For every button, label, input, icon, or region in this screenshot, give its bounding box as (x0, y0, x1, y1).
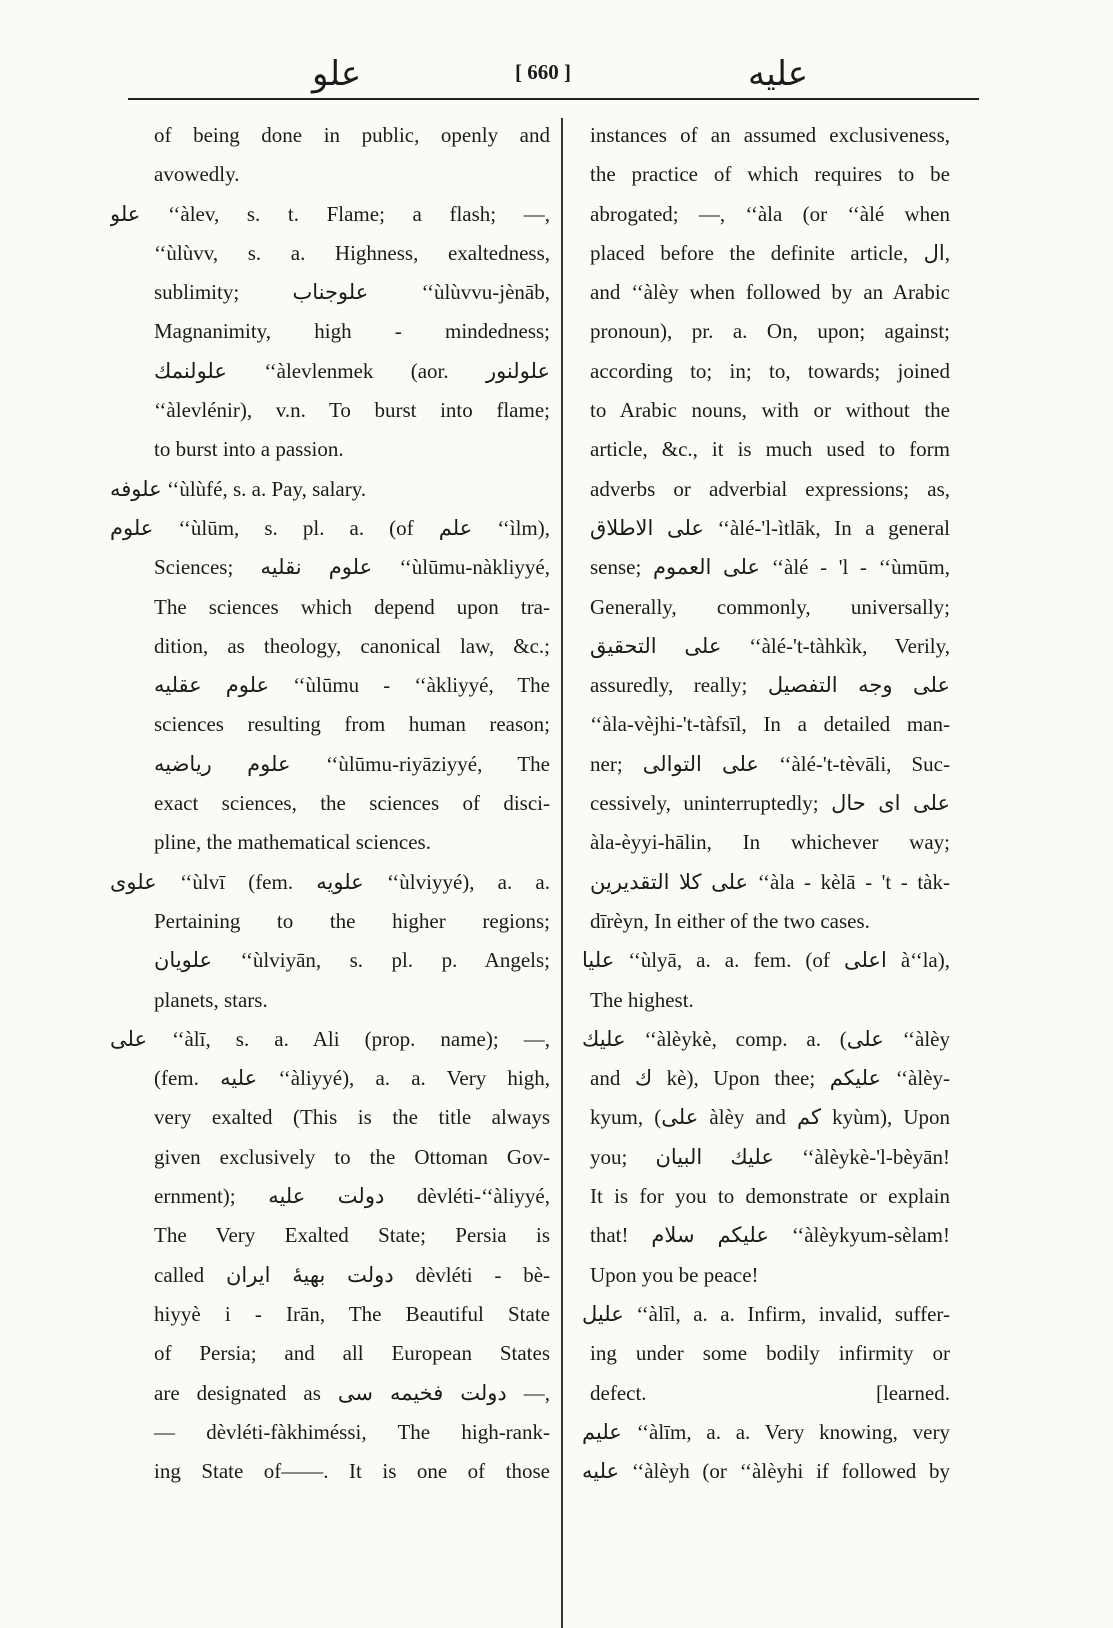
text-line: to Arabic nouns, with or without the (590, 398, 950, 423)
text-line: abrogated; —, ‘‘àla (or ‘‘àlé when (590, 201, 950, 226)
text-line: exact sciences, the sciences of disci- (154, 791, 550, 816)
text-line: according to; in; to, towards; joined (590, 358, 950, 383)
text-line: It is for you to demonstrate or explain (590, 1184, 950, 1209)
text-line: to burst into a passion. (154, 437, 344, 462)
text-line: علی کلا التقدیرین ‘‘àla - kèlā - 't - tàk- (590, 869, 950, 894)
text-line: adverbs or adverbial expressions; as, (590, 476, 950, 501)
text-line: علی الاطلاق ‘‘àlé-'l-ìtlāk, In a general (590, 515, 950, 540)
text-line: علوفه ‘‘ùlùfé, s. a. Pay, salary. (110, 476, 367, 501)
text-line: of being done in public, openly and (154, 123, 550, 147)
text-line: given exclusively to the Ottoman Gov- (154, 1144, 550, 1169)
text-line: very exalted (This is the title always (154, 1105, 550, 1130)
page-number: [ 660 ] (515, 60, 571, 84)
header-right-word: علیه (748, 54, 809, 94)
text-line: dition, as theology, canonical law, &c.; (154, 633, 550, 658)
text-line: assuredly, really; علی وجه التفصیل (590, 673, 950, 698)
text-line: — dèvléti-fàkhiméssi, The high-rank- (154, 1419, 550, 1444)
text-line: علوم عقلیه ‘‘ùlūmu - ‘‘àkliyyé, The (154, 673, 550, 698)
header-left-word: علو (312, 54, 362, 94)
text-line: علیه ‘‘àlèyh (or ‘‘àlèyhi if followed by (582, 1459, 950, 1484)
text-line: ing under some bodily infirmity or (590, 1341, 950, 1366)
text-line: علیم ‘‘àlīm, a. a. Very knowing, very (582, 1419, 950, 1444)
text-line: àla-èyyi-hālin, In whichever way; (590, 830, 950, 855)
column-divider (561, 118, 563, 1628)
text-line: علوم ‘‘ùlūm, s. pl. a. (of علم ‘‘ìlm), (110, 515, 550, 540)
text-line: ernment); دولت علیه dèvléti-‘‘àliyyé, (154, 1184, 550, 1209)
text-line: sciences resulting from human reason; (154, 712, 550, 737)
text-line: the practice of which requires to be (590, 162, 950, 187)
header-rule (128, 98, 979, 100)
text-line: sublimity; علوجناب ‘‘ùlùvvu-jènāb, (154, 280, 550, 305)
text-line: sense; علی العموم ‘‘àlé - 'l - ‘‘ùmūm, (590, 555, 950, 580)
text-line: avowedly. (154, 162, 240, 187)
text-line: علیل ‘‘àlīl, a. a. Infirm, invalid, suffer- (582, 1301, 950, 1326)
page-header (0, 48, 1113, 98)
text-line: ing State of——. It is one of those (154, 1459, 550, 1484)
text-line: and ‘‘àlèy when followed by an Arabic (590, 280, 950, 305)
text-line: Upon you be peace! (590, 1262, 759, 1287)
text-line: علیا ‘‘ùlyā, a. a. fem. (of اعلی à‘‘la), (582, 948, 950, 973)
text-line: called دولت بهیهٔ ایران dèvléti - bè- (154, 1262, 550, 1287)
text-line: علیك ‘‘àlèykè, comp. a. (علی ‘‘àlèy (582, 1026, 950, 1051)
text-line: planets, stars. (154, 987, 268, 1012)
text-line: Sciences; علوم نقلیه ‘‘ùlūmu-nàkliyyé, (154, 555, 550, 580)
text-line: article, &c., it is much used to form (590, 437, 950, 462)
text-line: hiyyè i - Irān, The Beautiful State (154, 1301, 550, 1326)
text-line: are designated as دولت فخیمه سی —, (154, 1380, 550, 1405)
text-line: علی التحقیق ‘‘àlé-'t-tàhkìk, Verily, (590, 633, 950, 658)
text-line: ner; علی التوالی ‘‘àlé-'t-tèvāli, Suc- (590, 751, 950, 776)
left-column (110, 116, 550, 1491)
text-line: The Very Exalted State; Persia is (154, 1223, 550, 1248)
text-line: defect. [learned. (590, 1380, 950, 1405)
text-line: ‘‘ùlùvv, s. a. Highness, exaltedness, (154, 240, 550, 265)
text-line: علی ‘‘àlī, s. a. Ali (prop. name); —, (110, 1026, 550, 1051)
text-line: علو ‘‘àlev, s. t. Flame; a flash; —, (110, 201, 550, 226)
text-line: ‘‘àla-vèjhi-'t-tàfsīl, In a detailed man- (590, 712, 950, 737)
text-line: of Persia; and all European States (154, 1341, 550, 1366)
text-line: علوی ‘‘ùlvī (fem. علویه ‘‘ùlviyyé), a. a. (110, 869, 550, 894)
text-line: dīrèyn, In either of the two cases. (590, 908, 870, 933)
text-line: placed before the definite article, ال, (590, 240, 950, 265)
text-line: علویان ‘‘ùlviyān, s. pl. p. Angels; (154, 948, 550, 973)
text-line: ‘‘àlevlénir), v.n. To burst into flame; (154, 398, 550, 423)
text-line: instances of an assumed exclusiveness, (590, 123, 950, 147)
text-line: pline, the mathematical sciences. (154, 830, 431, 855)
text-line: Pertaining to the higher regions; (154, 908, 550, 933)
text-line: pronoun), pr. a. On, upon; against; (590, 319, 950, 344)
text-line: The sciences which depend upon tra- (154, 594, 550, 619)
text-line: you; علیك البیان ‘‘àlèykè-'l-bèyān! (590, 1144, 950, 1169)
text-line: cessively, uninterruptedly; علی ای حال (590, 791, 950, 816)
text-line: that! علیکم سلام ‘‘àlèykyum-sèlam! (590, 1223, 950, 1248)
text-line: Magnanimity, high - mindedness; (154, 319, 550, 344)
text-line: and ك kè), Upon thee; علیکم ‘‘àlèy- (590, 1066, 950, 1091)
text-line: kyum, (علی àlèy and کم kyùm), Upon (590, 1105, 950, 1130)
text-line: The highest. (590, 987, 694, 1012)
text-line: Generally, commonly, universally; (590, 594, 950, 619)
text-line: (fem. علیه ‘‘àliyyé), a. a. Very high, (154, 1066, 550, 1091)
right-column (582, 116, 972, 1491)
text-line: علوم ریاضیه ‘‘ùlūmu-riyāziyyé, The (154, 751, 550, 776)
text-line: علولنمك ‘‘àlevlenmek (aor. علولنور (154, 358, 550, 383)
